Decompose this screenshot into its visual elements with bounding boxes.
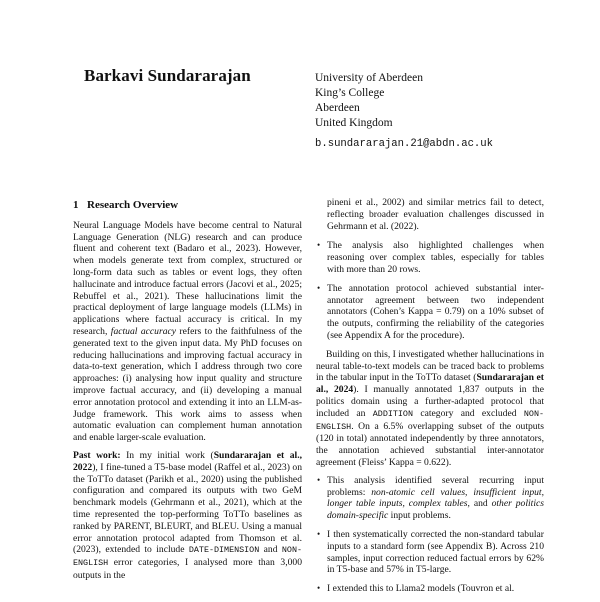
left-column [73,200,302,588]
affiliation-line: University of Aberdeen [315,72,423,84]
list-item [316,475,544,522]
body-text: Building on this, I investigated whether hallucinations in neural table-to-text models can be traced back to problems in the tabular input in the ToTTo dataset ( [316,348,544,384]
conjunction-text: and [259,544,282,556]
right-column [316,197,544,602]
list-item-text: I extended this to Llama2 models (Touvron et al. [327,583,515,595]
intro-text-cont: refers to the faithfulness of the generated text to the given input data. My PhD focuses on reducing hallucinations and improving factual accuracy in data-to-text generation, which I address through two core approaches: (i) analysing how input quality and structure improve factual accuracy, and (ii) developing a manual error annotation protocol and extending it into an LLM-as-Judge framework. This work aims to assess when automatic evaluation can complement human annotation and enable larger-scale evaluation. [73,325,303,444]
category-name: ADDITION [372,408,413,419]
list-item [316,240,544,275]
author-email[interactable]: b.sundararajan.21@abdn.ac.uk [315,138,494,150]
affiliation-line: Aberdeen [315,102,360,114]
findings-list [316,475,544,595]
category-name: DATE-DIMENSION [188,545,260,556]
author-name: Barkavi Sundararajan [84,66,251,85]
bullet-icon: • [317,474,321,485]
past-work-label: Past work: [73,449,121,461]
body-text-cont: category and excluded [413,407,524,419]
past-work-text-cont: ), I fine-tuned a T5-base model (Raffel et al., 2023) on the ToTTo dataset (Parikh et al., 2020) using the published configuration and compared its outputs with two GeM benchmark models (Gehrmann et al., 2021), which at the time represented the top-performing ToTTo baselines as ranked by PARENT, BLEURT, and BLEU. Using a manual error annotation protocol adapted from Thomson et al. (2023), extended to include [73,461,302,556]
bullet-icon: • [317,240,321,251]
list-item-text: input problems. [388,510,451,522]
section-title: Research Overview [87,199,179,211]
citation-link[interactable]: Sundararajan et al., 2024 [316,372,544,396]
past-work-text-end: error categories, I analysed more than 3,000 outputs in the [73,557,302,581]
list-item-text: The analysis also highlighted challenges when reasoning over complex tables, especially for tables with more than 20 rows. [327,240,544,275]
bullet-icon: • [317,583,321,594]
affiliation-line: King’s College [315,87,385,99]
list-item-text: I then systematically corrected the non-standard tabular inputs to a standard form (see Appendix B). Across 210 samples, input correction reduced factual errors by 62% in T5-base and 57% in T5-large. [327,528,544,576]
body-text-end: . On a 6.5% overlapping subset of the outputs (120 in total) annotated independently by three annotators, the annotation achieved substantial inter-annotator agreement (Fleiss’ Kappa = 0.622). [316,420,544,468]
findings-list [316,240,544,341]
past-work-paragraph [73,450,302,582]
body-paragraph [316,349,544,469]
list-item-text: , and [467,498,492,510]
list-item [316,529,544,576]
intro-emphasis: factual accuracy [110,325,177,337]
list-item-text: This analysis identified several recurring input problems: [327,474,544,498]
bullet-icon: • [317,282,321,293]
intro-paragraph [73,220,302,444]
affiliation-line: United Kingdom [315,117,393,129]
category-name: NON-ENGLISH [316,408,544,432]
bullet-continuation: pineni et al., 2002) and similar metrics fail to detect, reflecting broader evaluation challenges discussed in Gehrmann et al. (2022). [327,197,544,232]
body-text-cont: ). I manually annotated 1,837 outputs in the politics domain using a further-adapted protocol that included an [316,384,544,419]
section-number: 1 [73,199,79,211]
list-item [316,583,544,595]
past-work-text: In my initial work ( [120,449,214,461]
section-heading [73,200,302,212]
list-item-text: The annotation protocol achieved substantial inter-annotator agreement between two independent annotators (Cohen’s Kappa = 0.79) on a 10% subset of the outputs, confirming the reliability of the categories (see Appendix A for the procedure). [327,282,544,341]
affiliation-block [315,71,493,152]
category-name: NON-ENGLISH [73,545,302,569]
list-item-emphasis: non-atomic cell values, insufficient input, longer table inputs, complex tables [327,486,544,510]
list-item [316,283,544,342]
intro-text: Neural Language Models have become central to Natural Language Generation (NLG) research and can produce fluent and coherent text (Badaro et al., 2023). However, when models generate text from complex, structured or long-form data such as tables or event logs, they often hallucinate and introduce factual errors (Jacovi et al., 2025; Rebuffel et al., 2021). These hallucinations limit the practical deployment of large language models (LLMs) in applications where factual accuracy is critical. In my research, [73,219,302,337]
bullet-icon: • [317,528,321,539]
list-item-emphasis: other politics domain-specific [327,498,544,522]
citation-link[interactable]: Sundararajan et al., 2022 [73,449,302,473]
